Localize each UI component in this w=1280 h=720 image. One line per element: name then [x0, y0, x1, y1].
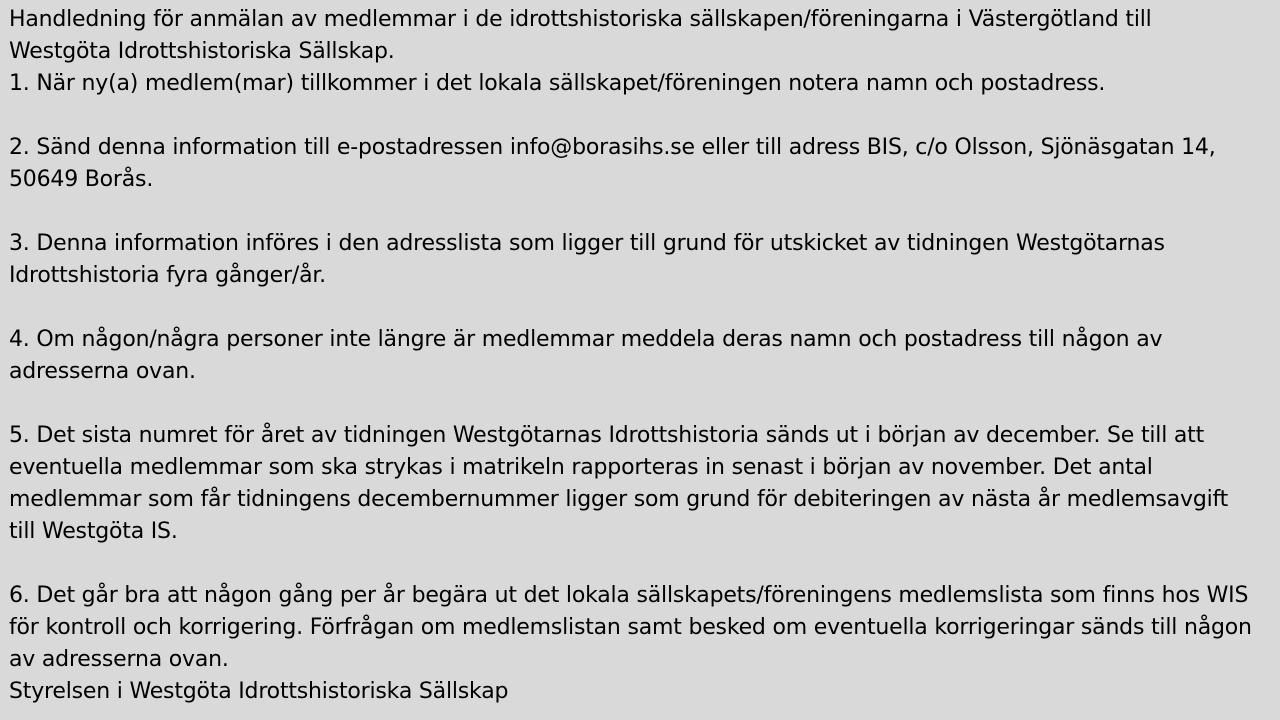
step-3: 3. Denna information införes i den adresslista som ligger till grund för utskicket av tidningen Westgötarnas Idrottshistoria fyra gånger/år. [9, 231, 1165, 288]
step-2: 2. Sänd denna information till e-postadressen info@borasihs.se eller till adress BIS, c/o Olsson, Sjönäsgatan 14, 50649 Borås. [9, 135, 1216, 192]
paragraph-spacer [9, 388, 1256, 420]
step-1: 1. När ny(a) medlem(mar) tillkommer i det lokala sällskapet/föreningen notera namn och postadress. [9, 71, 1106, 96]
step-6: 6. Det går bra att någon gång per år begära ut det lokala sällskapets/föreningens medlemslista som finns hos WIS för kontroll och korrigering. Förfrågan om medlemslistan samt besked om eventuella korrigeringar sänds till någon av adresserna ovan. [9, 583, 1252, 672]
signature: Styrelsen i Westgöta Idrottshistoriska Sällskap [9, 679, 509, 704]
paragraph-spacer [9, 548, 1256, 580]
paragraph-spacer [9, 100, 1256, 132]
paragraph-spacer [9, 292, 1256, 324]
document-title: Handledning för anmälan av medlemmar i de idrottshistoriska sällskapen/föreningarna i Västergötland till Westgöta Idrottshistoriska Sällskap. [9, 7, 1152, 64]
paragraph-spacer [9, 196, 1256, 228]
step-4: 4. Om någon/några personer inte längre är medlemmar meddela deras namn och postadress till någon av adresserna ovan. [9, 327, 1163, 384]
step-5: 5. Det sista numret för året av tidningen Westgötarnas Idrottshistoria sänds ut i början av december. Se till att eventuella medlemmar som ska strykas i matrikeln rapporteras in senast i början av november. Det antal medlemmar som får tidningens decembernummer ligger som grund för debiteringen av nästa år medlemsavgift till Westgöta IS. [9, 423, 1229, 544]
